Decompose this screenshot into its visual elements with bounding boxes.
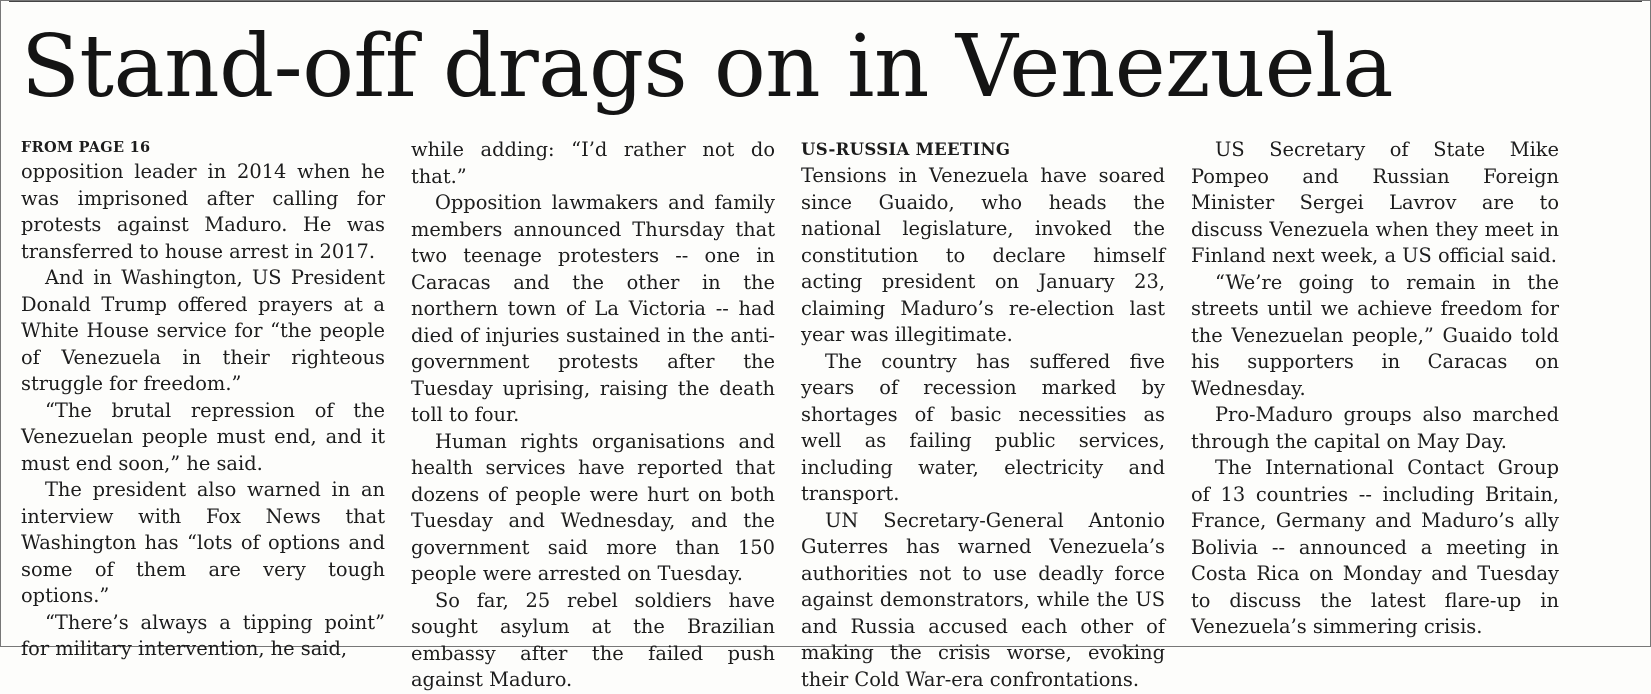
paragraph: Tensions in Venezuela have soared since Guaido, who heads the national legislature, invoked the constitution to declare himself acting president on January 23, claiming Maduro’s re-election last year was illegitimate. xyxy=(801,164,1165,346)
kicker: FROM PAGE 16 xyxy=(21,139,151,156)
paragraph: Pro-Maduro groups also marched through the capital on May Day. xyxy=(1191,403,1559,453)
paragraph: UN Secretary-General Antonio Guterres has warned Venezuela’s authorities not to use deadly force against demonstrators, while the US and Russia accused each other of making the crisis worse, evoking their Cold War-era confrontations. xyxy=(801,508,1165,691)
paragraph: The president also warned in an interview with Fox News that Washington has “lots of options and some of them are very tough options.” xyxy=(21,478,385,607)
article-column-4 xyxy=(1191,137,1559,641)
article-column-2 xyxy=(411,137,775,694)
paragraph: “We’re going to remain in the streets until we achieve freedom for the Venezuelan people,” Guaido told his supporters in Caracas on Wednesday. xyxy=(1191,270,1559,400)
subhead: US-RUSSIA MEETING xyxy=(801,140,1011,159)
paragraph: The International Contact Group of 13 countries -- including Britain, France, Germany and Maduro’s ally Bolivia -- announced a meeting in Costa Rica on Monday and Tuesday to discuss the latest flare-up in Venezuela’s simmering crisis. xyxy=(1191,456,1559,638)
paragraph: The country has suffered five years of recession marked by shortages of basic necessities as well as failing public services, including water, electricity and transport. xyxy=(801,349,1165,505)
paragraph: while adding: “I’d rather not do that.” xyxy=(411,138,775,188)
headline: Stand-off drags on in Venezuela xyxy=(21,17,1393,117)
paragraph: US Secretary of State Mike Pompeo and Russian Foreign Minister Sergei Lavrov are to discuss Venezuela when they meet in Finland next week, a US official said. xyxy=(1191,138,1559,267)
paragraph: Opposition lawmakers and family members announced Thursday that two teenage protesters -- one in Caracas and the other in the northern town of La Victoria -- had died of injuries sustained in the anti-government protests after the Tuesday uprising, raising the death toll to four. xyxy=(411,191,775,426)
paragraph: “The brutal repression of the Venezuelan people must end, and it must end soon,” he said. xyxy=(21,398,385,475)
paragraph: opposition leader in 2014 when he was imprisoned after calling for protests against Maduro. He was transferred to house arrest in 2017. xyxy=(21,160,385,263)
paragraph: “There’s always a tipping point” for military intervention, he said, xyxy=(21,610,385,660)
article-column-1 xyxy=(21,137,385,663)
paragraph: And in Washington, US President Donald Trump offered prayers at a White House service for “the people of Venezuela in their righteous struggle for freedom.” xyxy=(21,266,385,395)
paragraph: Human rights organisations and health services have reported that dozens of people were hurt on both Tuesday and Wednesday, and the government said more than 150 people were arrested on Tuesday. xyxy=(411,429,775,585)
article-column-3 xyxy=(801,137,1165,693)
top-rule xyxy=(9,1,1642,2)
paragraph: So far, 25 rebel soldiers have sought asylum at the Brazilian embassy after the failed push against Maduro. xyxy=(411,588,775,691)
